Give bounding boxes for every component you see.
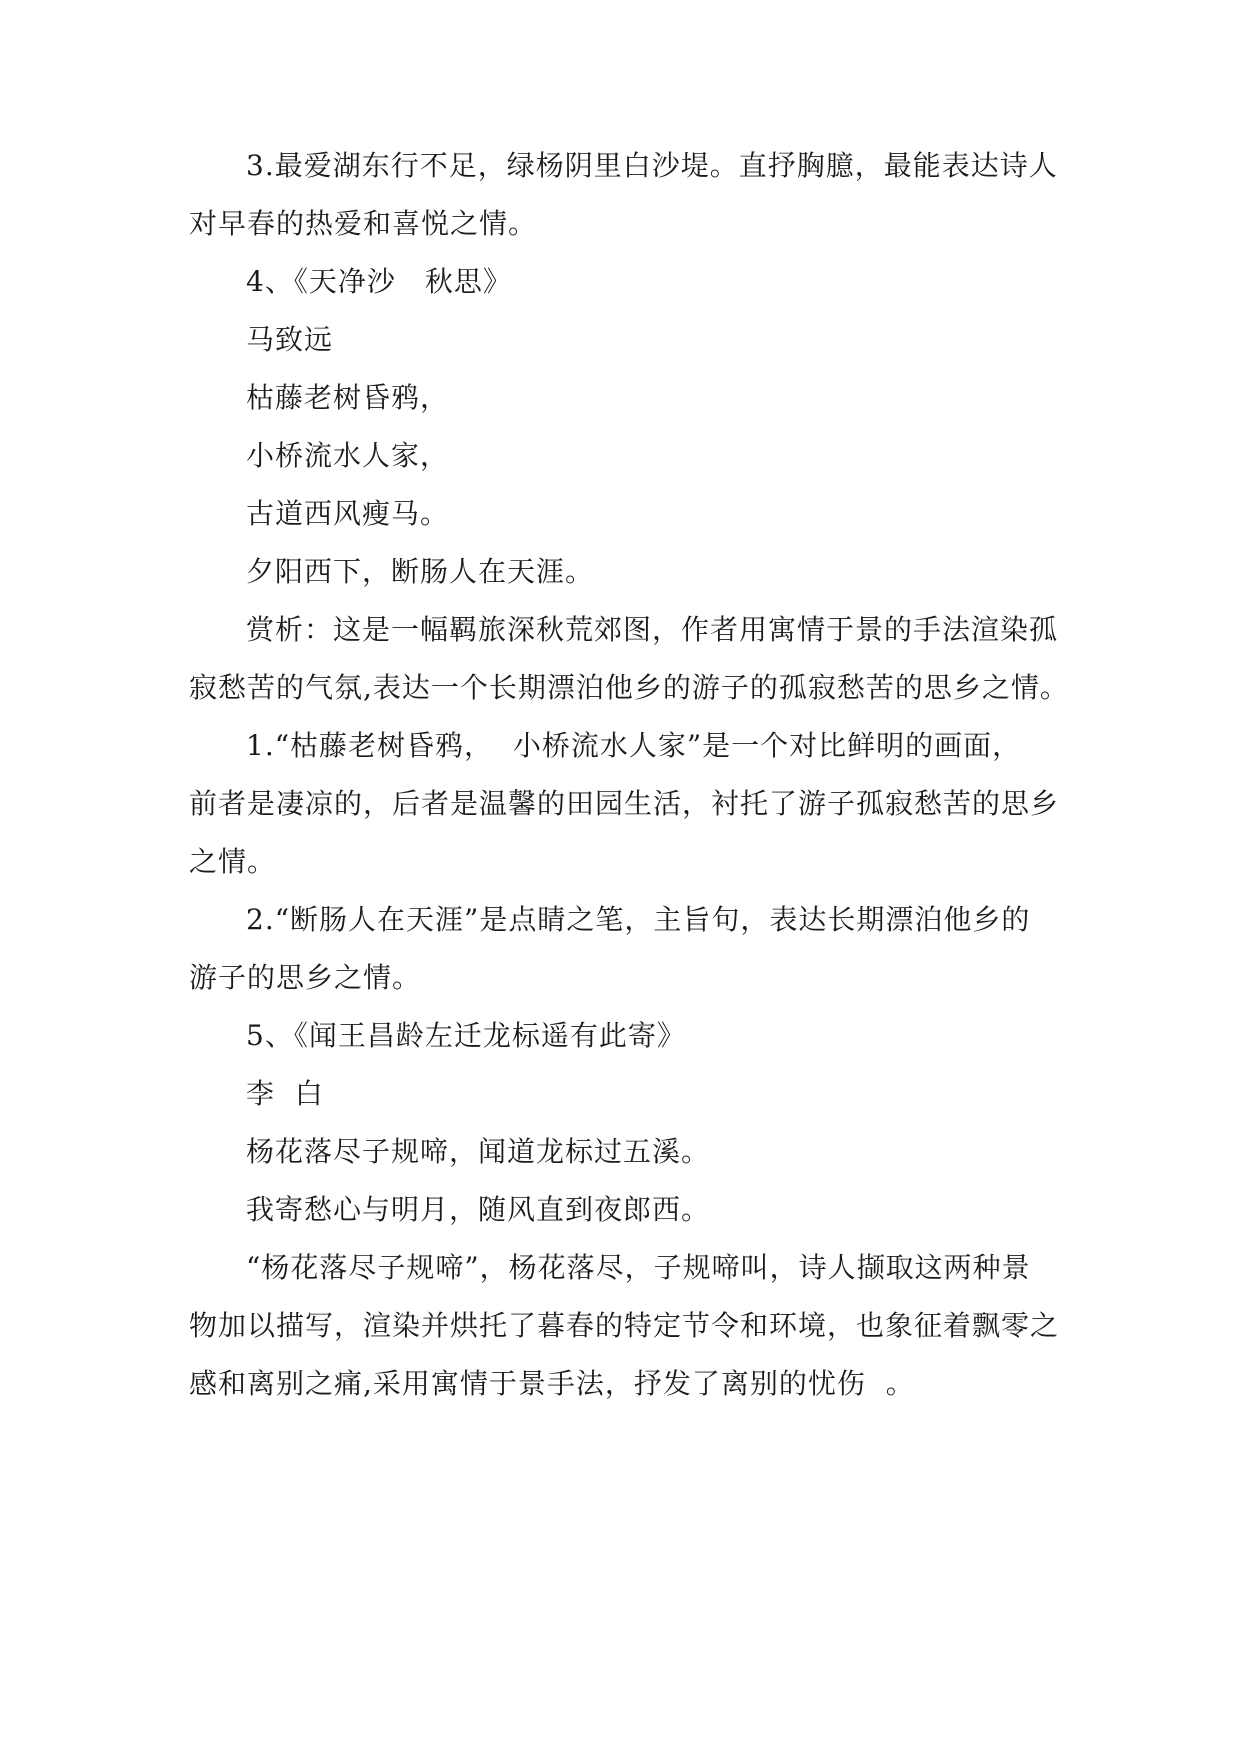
paragraph-line: 物加以描写，渲染并烘托了暮春的特定节令和环境，也象征着飘零之 [189,1309,1060,1342]
section-heading: 4、《天净沙 秋思》 [246,265,512,298]
paragraph-line: 1.“枯藤老树昏鸦， 小桥流水人家”是一个对比鲜明的画面， [246,729,1022,762]
paragraph-line: 寂愁苦的气氛,表达一个长期漂泊他乡的游子的孤寂愁苦的思乡之情。 [189,671,1069,704]
section-heading: 5、《闻王昌龄左迁龙标遥有此寄》 [246,1019,686,1052]
paragraph-line: 赏析：这是一幅羁旅深秋荒郊图，作者用寓情于景的手法渲染孤 [246,613,1059,646]
poem-line: 杨花落尽子规啼，闻道龙标过五溪。 [246,1135,711,1168]
paragraph-line: 对早春的热爱和喜悦之情。 [189,207,538,240]
paragraph-line: 3.最爱湖东行不足，绿杨阴里白沙堤。直抒胸臆，最能表达诗人 [246,149,1058,182]
poem-line: 夕阳西下，断肠人在天涯。 [246,555,595,588]
paragraph-line: “杨花落尽子规啼”，杨花落尽，子规啼叫，诗人撷取这两种景 [246,1251,1031,1284]
paragraph-line: 之情。 [189,845,277,878]
paragraph-line: 感和离别之痛,采用寓情于景手法，抒发了离别的忧伤 。 [189,1367,915,1400]
poem-line: 古道西风瘦马。 [246,497,450,530]
poem-author: 马致远 [246,323,334,356]
poem-author: 李 白 [246,1077,324,1110]
paragraph-line: 游子的思乡之情。 [189,961,422,994]
paragraph-line: 2.“断肠人在天涯”是点睛之笔，主旨句，表达长期漂泊他乡的 [246,903,1031,936]
poem-line: 枯藤老树昏鸦， [246,381,450,414]
poem-line: 小桥流水人家， [246,439,450,472]
paragraph-line: 前者是凄凉的，后者是温馨的田园生活，衬托了游子孤寂愁苦的思乡 [189,787,1060,820]
poem-line: 我寄愁心与明月，随风直到夜郎西。 [246,1193,711,1226]
